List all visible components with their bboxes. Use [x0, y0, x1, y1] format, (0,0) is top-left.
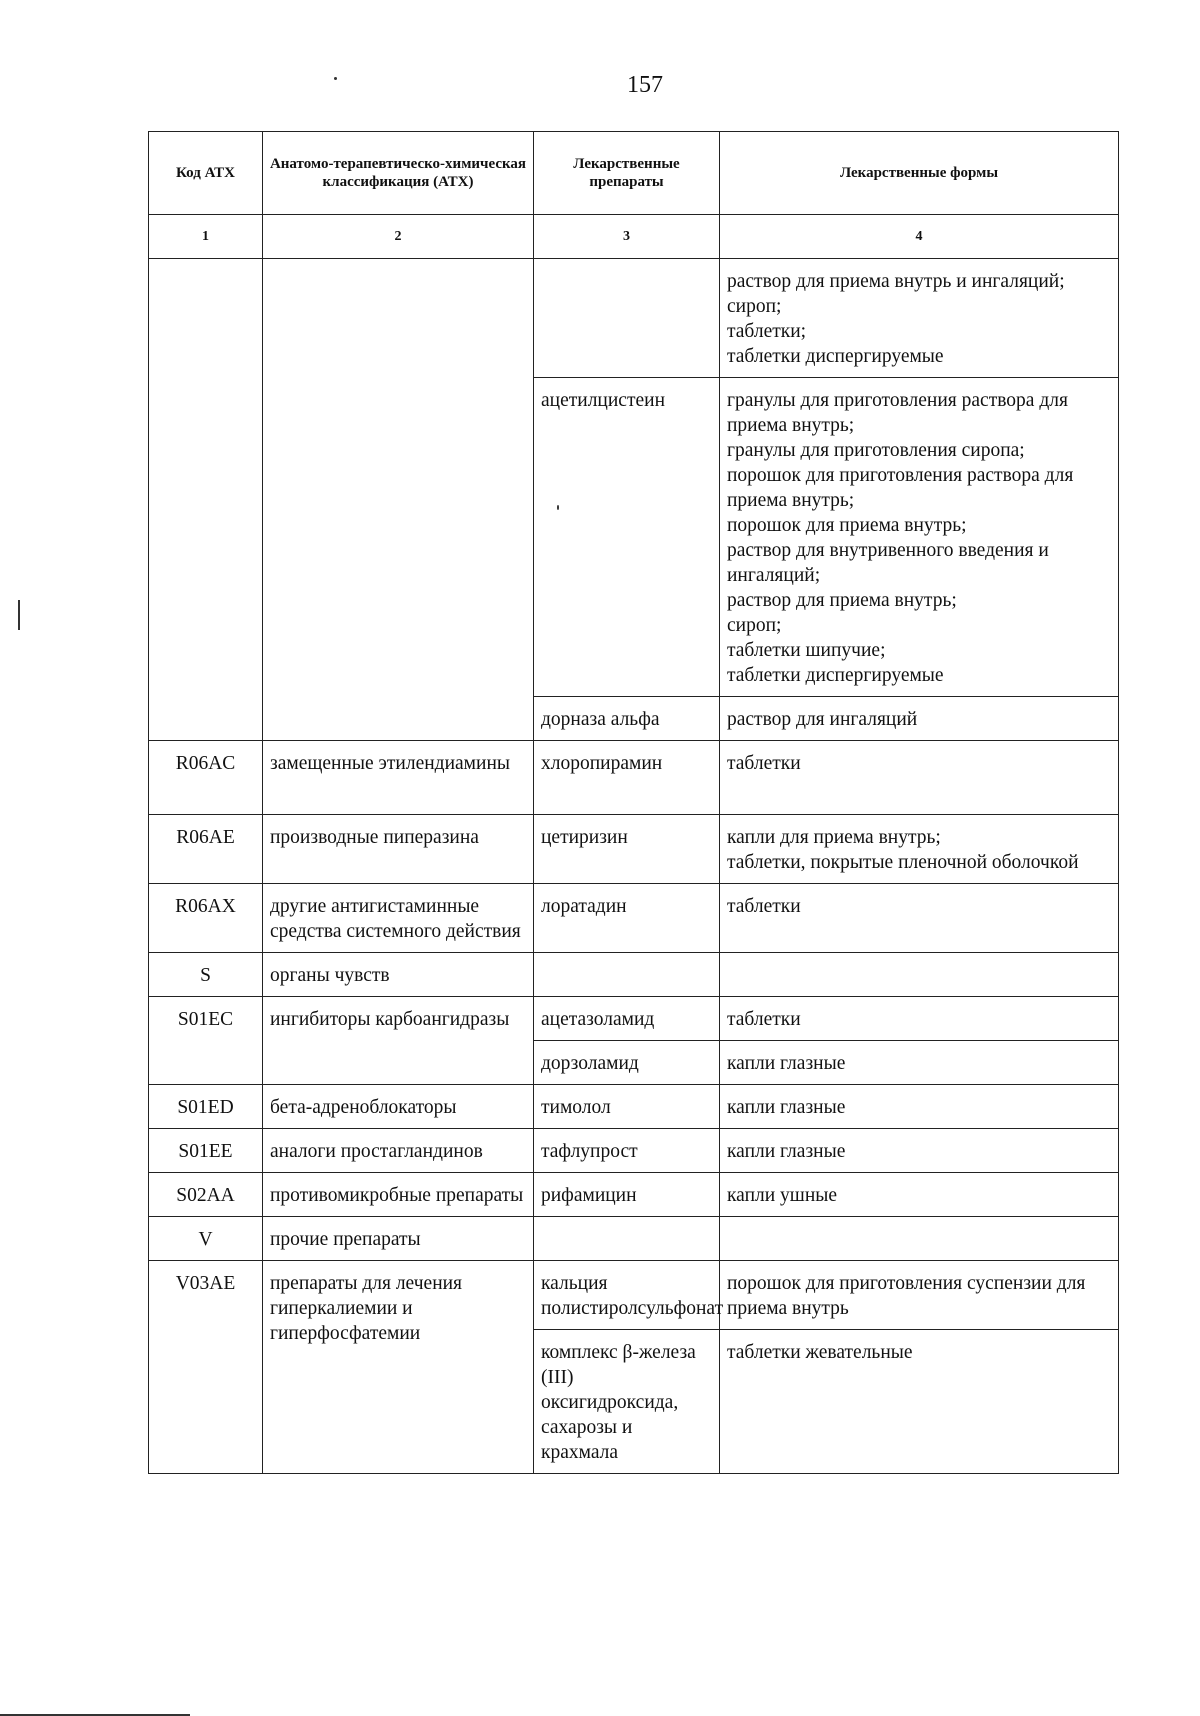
drug-cell-empty: [534, 953, 720, 997]
header-drugs: Лекарственные препараты: [534, 132, 720, 215]
forms-cell: таблетки: [720, 741, 1119, 815]
column-number: 4: [720, 215, 1119, 259]
drug-cell: рифамицин: [534, 1173, 720, 1217]
class-cell: аналоги простагландинов: [263, 1129, 534, 1173]
forms-cell-empty: [720, 1217, 1119, 1261]
column-number-row: [149, 215, 1119, 259]
forms-cell: таблетки: [720, 997, 1119, 1041]
table-row: [149, 1261, 1119, 1330]
forms-cell: порошок для приготовления суспензии для приема внутрь: [720, 1261, 1119, 1330]
table-row: [149, 1217, 1119, 1261]
atx-code: V: [149, 1217, 263, 1261]
table-row: [149, 1129, 1119, 1173]
table-row: [149, 259, 1119, 378]
header-forms: Лекарственные формы: [720, 132, 1119, 215]
scan-speck: [557, 505, 559, 510]
drug-cell: тимолол: [534, 1085, 720, 1129]
drug-cell: ацетазоламид: [534, 997, 720, 1041]
forms-cell: капли ушные: [720, 1173, 1119, 1217]
drug-cell: цетиризин: [534, 815, 720, 884]
class-cell-empty: [263, 259, 534, 741]
class-cell: замещенные этилендиамины: [263, 741, 534, 815]
drug-cell: дорзоламид: [534, 1041, 720, 1085]
column-number: 1: [149, 215, 263, 259]
table-header-row: [149, 132, 1119, 215]
column-number: 2: [263, 215, 534, 259]
drug-cell: комплекс β-железа (III) оксигидроксида, сахарозы и крахмала: [534, 1330, 720, 1474]
scan-speck: [18, 600, 20, 630]
forms-cell: раствор для ингаляций: [720, 697, 1119, 741]
drug-cell: лоратадин: [534, 884, 720, 953]
class-cell: противомикробные препараты: [263, 1173, 534, 1217]
class-cell: органы чувств: [263, 953, 534, 997]
drug-cell: хлоропирамин: [534, 741, 720, 815]
atx-code: R06AC: [149, 741, 263, 815]
table-row: [149, 884, 1119, 953]
atx-code: R06AX: [149, 884, 263, 953]
code-cell-empty: [149, 259, 263, 741]
atx-table: [148, 131, 1119, 1474]
forms-cell: капли глазные: [720, 1041, 1119, 1085]
class-cell: бета-адреноблокаторы: [263, 1085, 534, 1129]
atx-code: S01ED: [149, 1085, 263, 1129]
header-classification: Анатомо-терапевтическо-химическая классификация (АТХ): [263, 132, 534, 215]
forms-cell-empty: [720, 953, 1119, 997]
table-row: [149, 953, 1119, 997]
forms-cell: таблетки жевательные: [720, 1330, 1119, 1474]
drug-cell: ацетилцистеин: [534, 378, 720, 697]
forms-cell: раствор для приема внутрь и ингаляций; сироп; таблетки; таблетки диспергируемые: [720, 259, 1119, 378]
column-number: 3: [534, 215, 720, 259]
forms-cell: гранулы для приготовления раствора для приема внутрь; гранулы для приготовления сиропа; порошок для приготовления раствора для приема внутрь; порошок для приема внутрь; раствор для внутривенного введения и ингаляций; раствор для приема внутрь; сироп; таблетки шипучие; таблетки диспергируемые: [720, 378, 1119, 697]
class-cell: производные пиперазина: [263, 815, 534, 884]
atx-code: S02AA: [149, 1173, 263, 1217]
forms-cell: капли глазные: [720, 1085, 1119, 1129]
forms-cell: капли глазные: [720, 1129, 1119, 1173]
atx-code: V03AE: [149, 1261, 263, 1474]
drug-cell: тафлупрост: [534, 1129, 720, 1173]
forms-cell: капли для приема внутрь; таблетки, покрытые пленочной оболочкой: [720, 815, 1119, 884]
scan-speck: [334, 77, 337, 80]
class-cell: прочие препараты: [263, 1217, 534, 1261]
table-row: [149, 1173, 1119, 1217]
drug-cell-empty: [534, 1217, 720, 1261]
drug-cell: дорназа альфа: [534, 697, 720, 741]
atx-code: S01EE: [149, 1129, 263, 1173]
atx-code: S01EC: [149, 997, 263, 1085]
table-row: [149, 815, 1119, 884]
table-row: [149, 1085, 1119, 1129]
page-number: 157: [627, 72, 663, 98]
header-code: Код АТХ: [149, 132, 263, 215]
atx-code: R06AE: [149, 815, 263, 884]
table-row: [149, 997, 1119, 1041]
class-cell: препараты для лечения гиперкалиемии и гиперфосфатемии: [263, 1261, 534, 1474]
drug-cell-empty: [534, 259, 720, 378]
atx-code: S: [149, 953, 263, 997]
forms-cell: таблетки: [720, 884, 1119, 953]
class-cell: ингибиторы карбоангидразы: [263, 997, 534, 1085]
drug-cell: кальция полистиролсульфонат: [534, 1261, 720, 1330]
class-cell: другие антигистаминные средства системного действия: [263, 884, 534, 953]
table-row: [149, 741, 1119, 815]
